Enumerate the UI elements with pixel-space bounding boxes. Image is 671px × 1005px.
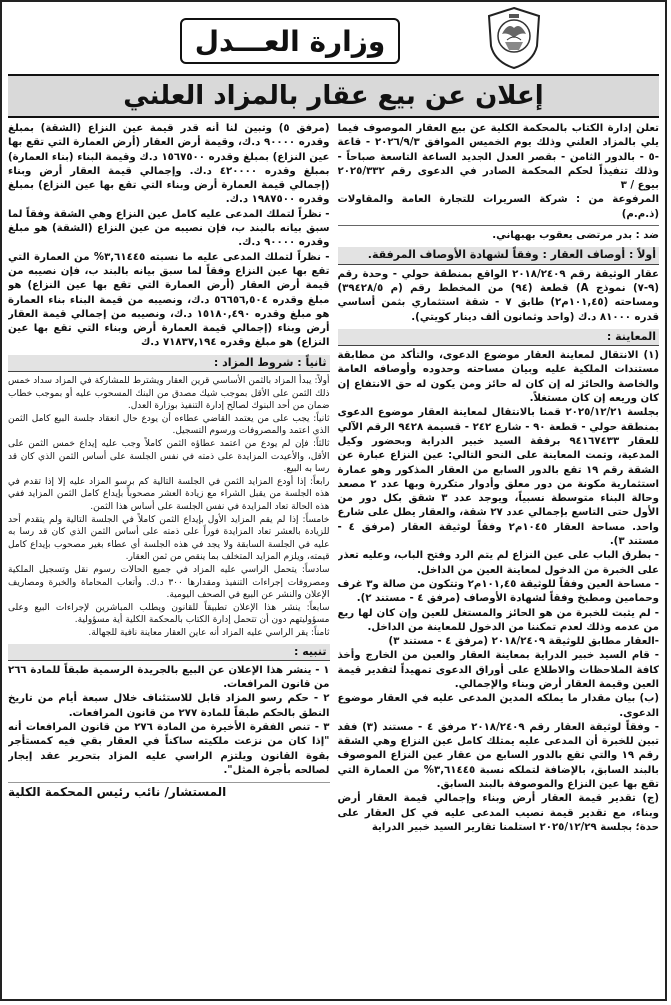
defendant-text: ضد : بدر مرتضى يعقوب بهبهاني. xyxy=(492,230,659,242)
condition-item: ثانياً: يجب على من يعتمد القاضي عطاءه أن يودع حال انعقاد جلسة البيع كامل الثمن الذي اعتمد والمصروفات ورسوم التسجيل. xyxy=(8,413,330,437)
inspection-paragraph: (ب) بيان مقدار ما يملكه المدين المدعى عليه في العقار موضوع الدعوى. xyxy=(337,693,659,719)
section-heading-notes: تنبيه : xyxy=(8,644,330,661)
right-column xyxy=(338,122,660,993)
property-description: عقار الوثيقة رقم ٢٠١٨/٢٤٠٩ الواقع بمنطقة حولي - وحدة رقم (٩-٧) نموذج A) قطعة (٩٤) من المخطط رقم (م ٣٩٤٢٨/٥) ومساحته (١٠١,٤٥م٢) طابق ٧ - شقة استثماري بثمن أساسي قدره ٨١٠٠٠ د.ك (واحد وثمانون ألف دينار كويتي). xyxy=(337,268,659,323)
valuation-paragraph: (مرفق ٥) وتبين لنا أنه قدر قيمة عين النزاع (الشقة) بمبلغ وقدره ٩٠٠٠٠ د.ك، وقيمة أرض العقار (أرض العمارة التي تقع بها عين النزاع) بمبلغ وقدره ١٥٦٧٥٠٠ د.ك وقيمة البناء (بناء العمارة) بمبلغ وقدره ٤٢٠٠٠٠ د.ك. وإجمالي قيمة العقار أرض وبناء (إجمالي قيمة العمارة أرض وبناء التي تقع بها عين النزاع) بمبلغ وقدره ١٩٨٧٥٠٠ د.ك. xyxy=(8,123,330,206)
inspection-paragraph: -العقار مطابق للوثيقة ٢٠١٨/٢٤٠٩ (مرفق ٤ - مستند ٣) xyxy=(388,636,659,648)
inspection-paragraph: (ج) تقدير قيمة العقار أرض وبناء وإجمالي قيمة العقار أرض وبناء، مع تقدير قيمة نصيب المدعى عليه في كل العقار على حدة؛ بجلسة ٢٠٢٥/١٢/٢٩ استلمنا تقارير السيد خبير الدراية xyxy=(337,793,659,833)
inspection-paragraph: - وفقاً لوثيقة العقار رقم ٢٠١٨/٢٤٠٩ مرفق ٤ - مستند (٣) فقد تبين للخبرة أن المدعى عليه يمتلك كامل عين النزاع وهي الشقة رقم ١٩ والتي تقع بالدور السابع من عقار عين النزاع الموصوف بالبند السابق، بالإضافة لتملكه نسبة ٣,٦١٤٤٥% من العمارة التي تقع بها عين النزاع والموصوفة بالبند السابق. xyxy=(337,721,659,791)
inspection-paragraph: - لم يثبت للخبرة من هو الحائز والمستغل للعين وإن كان لها ريع من عدمه وذلك لعدم تمكننا من الدخول للمعاينة من الداخل. xyxy=(337,607,659,633)
intro-text: تعلن إدارة الكتاب بالمحكمة الكلية عن بيع العقار الموصوف فيما يلي بالمزاد العلني وذلك يوم الخميس الموافق ٢٠٢٦/٩/٣ - قاعة -٥ - بالدور الثامن - بقصر العدل الجديد الساعة التاسعة صباحاً - وذلك تنفيذاً لحكم المحكمة الصادر في الدعوى رقم ٢٠٢٥/٣٣٢ بيوع / ٣ xyxy=(337,123,659,192)
section-heading-inspection: المعاينة : xyxy=(338,329,660,346)
announcement-title: إعلان عن بيع عقار بالمزاد العلني xyxy=(8,74,659,118)
inspection-paragraph: - مساحة العين وفقاً للوثيقة ١٠١,٤٥م٢ وتتكون من صالة و٣ غرف وحمامين ومطبخ وفقاً لشهادة الأوصاف (مرفق ٤ - مستند ٢). xyxy=(337,578,659,605)
condition-item: ثالثاً: فإن لم يودع من اعتمد عطاؤه الثمن كاملاً وجب عليه إيداع خمس الثمن على الأقل، والأعيدت المزايدة على ذمته في نفس الجلسة على أساس الثمن الذي كان قد رسا به البيع. xyxy=(8,439,330,475)
condition-item: خامساً: إذا لم يقم المزايد الأول بإيداع الثمن كاملاً في الجلسة التالية ولم يتقدم أحد للزيادة بالعشر تعاد المزايدة فوراً على ذمته على أساس الثمن الذي كان قد رسا به عليه في الجلسة السابقة ولا يجد في هذه الجلسة أي عطاء بغير مصحوب بإيداع كامل قيمته، ويلزم المزايد المتخلف بما ينقص من ثمن العقار. xyxy=(8,514,330,563)
note-item: ٢ - حكم رسو المزاد قابل للاستئناف خلال سبعة أيام من تاريخ النطق بالحكم طبقاً للمادة ٢٧٧ من قانون المرافعات. xyxy=(8,693,330,719)
condition-item: أولاً: يبدأ المزاد بالثمن الأساسي قرين العقار ويشترط للمشاركة في المزاد سداد خمس ذلك الثمن على الأقل بموجب شيك مصدق من البنك المسحوب عليه أو بموجب خطاب ضمان من أحد البنوك لصالح إدارة التنفيذ بوزارة العدل. xyxy=(8,376,330,412)
valuation-paragraph: - نظراً لتملك المدعى عليه ما نسبته ٣,٦١٤٤٥% من العمارة التي تقع بها عين النزاع وفقاً لما سبق بيانه بالبند ب، فإن نصيبه من قيمة أرض العقار (أرض العمارة التي تقع بها عين النزاع) هو مبلغ وقدره ٥٦٦٥٦,٥٠٤ د.ك، ونصيبه من قيمة البناء بناء العمارة هو مبلغ وقدره ١٥١٨٠,٤٩٠ د.ك، ونصيبه من إجمالي قيمة العقار أرض وبناء (إجمالي قيمة العمارة أرض وبناء التي تقع بها عين النزاع) هو مبلغ وقدره ٧١٨٣٧,١٩٤ د.ك xyxy=(8,251,330,349)
inspection-paragraph: بجلسة ٢٠٢٥/١٢/٢١ قمنا بالانتقال لمعاينة العقار موضوع الدعوى بمنطقة حولي - قطعة ٩٠ - شارع ٢٤٢ - قسيمة ٩٤٢٨ الرقم الآلي للعقار ٩٤١٦٧٤٣٣ برفقة السيد خبير الدراية وبحضور وكيل المدعية، وتمت المعاينة على النحو التالي: عين النزاع عبارة عن الشقة رقم ١٩ تقع بالدور السابع من العقار المذكور وهو عمارة استثمارية مكونة من دور معلق وأدوار متكررة وبها عدد ٢ مصعد وحالة البناء متوسطة نسبياً، ويوجد عدد ٣ شقق بكل دور من الأول حتى التاسع بإجمالي عدد ٢٧ شقة، والعقار يطل على شارع واحد. مساحة العقار ١٠٤٥م٢ وفقاً لوثيقة العقار (مرفق ٤ - مستند ٣). xyxy=(337,407,659,548)
valuation-paragraph: - نظراً لتملك المدعى عليه كامل عين النزاع وهي الشقة وفقاً لما سبق بيانه بالبند ب، فإن نصيبه من عين النزاع (الشقة) هو مبلغ وقدره ٩٠٠٠٠ د.ك. xyxy=(8,208,330,249)
left-column xyxy=(8,122,330,993)
condition-item: سابعاً: ينشر هذا الإعلان تطبيقاً للقانون ويطلب المباشرين لإجراءات البيع وعلى مسؤوليتهم دون أن تتحمل إدارة الكتاب بالمحكمة الكلية أية مسؤولية. xyxy=(8,602,330,626)
inspection-paragraph: - بطرق الباب على عين النزاع لم يتم الرد وفتح الباب، وعليه تعذر على الخبرة من الدخول لمعاينة العين من الداخل. xyxy=(337,550,659,576)
content-columns xyxy=(8,122,659,993)
inspection-paragraph: - قام السيد خبير الدراية بمعاينة العقار والعين من الخارج وأخذ كافة الملاحظات والاطلاع على أوراق الدعوى تمهيداً لتقدير قيمة العين وقيمة العقار أرض وبناء والإجمالي. xyxy=(337,650,659,690)
condition-item: ثامناً: يقر الراسي عليه المزاد أنه عاين العقار معاينة نافية للجهالة. xyxy=(88,627,330,638)
section-heading-description: أولاً : أوصاف العقار : وفقاً لشهادة الأوصاف المرفقة. xyxy=(338,247,660,264)
section-heading-conditions: ثانياً : شروط المزاد : xyxy=(8,355,330,372)
header xyxy=(2,2,665,120)
condition-item: سادساً: يتحمل الراسي عليه المزاد في جميع الحالات رسوم نقل وتسجيل الملكية ومصروفات إجراءات التنفيذ ومقدارها ٣٠٠ د.ك. وأتعاب المحاماة والخبرة ومصاريف الإعلان والنشر عن البيع في الصحف اليومية. xyxy=(8,564,330,601)
signature: المستشار/ نائب رئيس المحكمة الكلية xyxy=(8,782,330,799)
note-item: ١ - ينشر هذا الإعلان عن البيع بالجريدة الرسمية طبقاً للمادة ٢٦٦ من قانون المرافعات. xyxy=(8,664,330,691)
ministry-title: وزارة العـــدل xyxy=(180,18,400,64)
inspection-paragraph: (١) الانتقال لمعاينة العقار موضوع الدعوى، والتأكد من مطابقة مستندات الملكية عليه وبيان مساحته وحدوده وأوصافه العامة والخاصة والحائز له إن كان له حائز ومن يكون له حق الانتفاع إن كان وريعه إن كان مستغلاً. xyxy=(337,350,659,405)
note-item: ٣ - تنص الفقرة الأخيرة من المادة ٢٧٦ من قانون المرافعات أنه "إذا كان من نزعت ملكيته ساكناً في العقار بقي فيه كمستأجر بقوة القانون ويلتزم الراسي عليه المزاد بتحرير عقد إيجار لصالحه بأجرة المثل". xyxy=(8,722,330,776)
kuwait-emblem-icon xyxy=(483,6,545,70)
condition-item: رابعاً: إذا أودع المزايد الثمن في الجلسة التالية كم برسو المزاد عليه إلا إذا تقدم في هذه الجلسة من يقبل الشراء مع زيادة العشر مصحوباً بإيداع كامل الثمن المزايد ففي هذه الحالة تعاد المزايدة في نفس الجلسة على أساس هذا الثمن. xyxy=(8,476,330,512)
divider xyxy=(338,225,660,226)
plaintiff-text: المرفوعة من : شركة السريرات للتجارة العامة والمقاولات (ذ.م.م) xyxy=(337,194,659,220)
